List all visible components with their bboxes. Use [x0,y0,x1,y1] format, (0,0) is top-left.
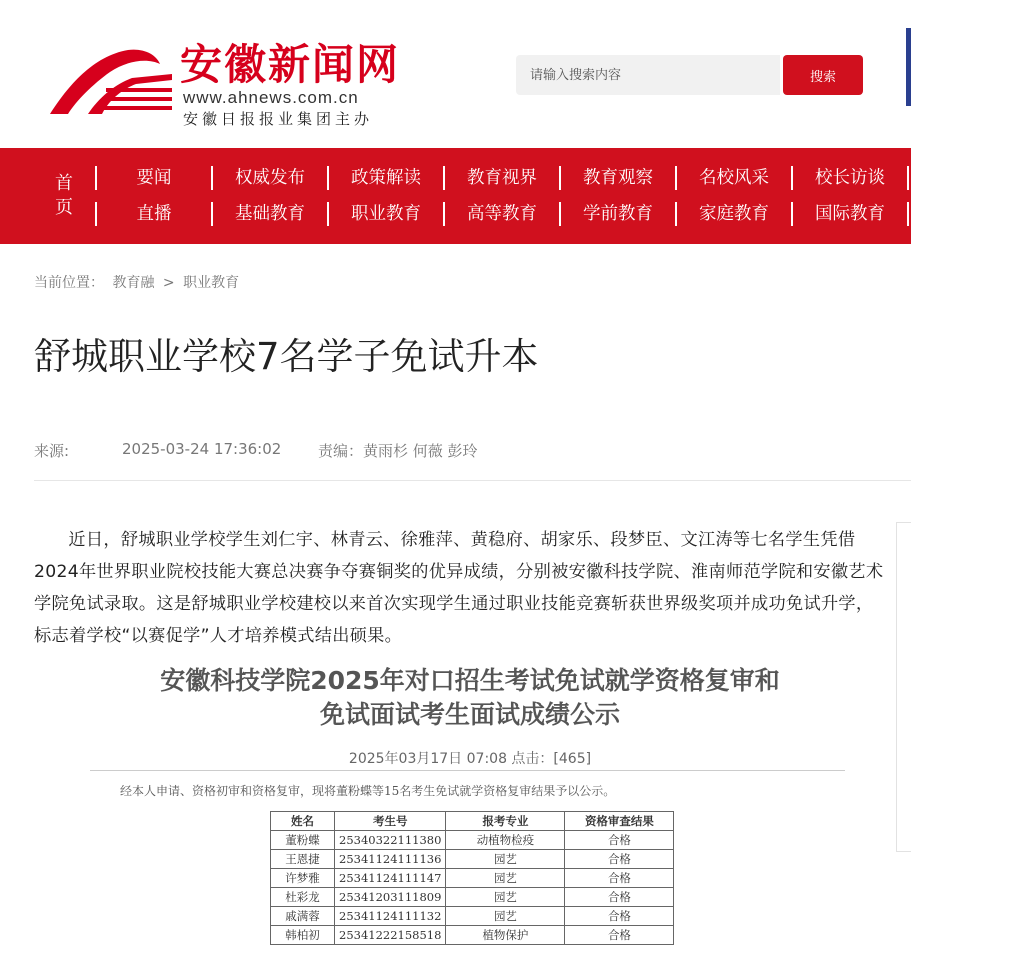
table-cell: 园艺 [446,869,565,888]
source-label: 来源: [34,442,70,460]
table-cell: 戚满蓉 [271,907,335,926]
table-header: 姓名 [271,812,335,831]
table-cell: 合格 [565,869,674,888]
article-image-notice [60,660,880,955]
table-cell: 25341222158518 [335,926,446,945]
nav-item[interactable]: 直播 [95,202,211,226]
page-title: 舒城职业学校7名学子免试升本 [34,335,539,378]
nav-item[interactable]: 政策解读 [327,166,443,190]
table-header: 考生号 [335,812,446,831]
breadcrumb-label: 当前位置： [34,275,104,291]
notice-title-line1: 安徽科技学院2025年对口招生考试免试就学资格复审和 [160,666,780,695]
breadcrumb-link-level2[interactable]: 职业教育 [183,275,240,291]
table-cell: 25341124111147 [335,869,446,888]
meta-divider [34,480,911,481]
site-logo-text[interactable]: 安徽新闻网 [180,40,401,89]
site-header [0,0,911,148]
article-meta [34,440,478,461]
sidebar-edge [896,522,911,852]
table-cell: 合格 [565,926,674,945]
nav-item[interactable]: 权威发布 [211,166,327,190]
site-subtitle: 安徽日报报业集团主办 [183,110,374,128]
table-header: 资格审查结果 [565,812,674,831]
nav-row-2 [95,196,1023,232]
nav-item[interactable]: 高等教育 [443,202,559,226]
table-cell: 25341124111132 [335,907,446,926]
nav-item[interactable]: 教育视界 [443,166,559,190]
nav-item[interactable]: 名 [907,166,1023,190]
editor-credit: 责编：黄雨杉 何薇 彭玲 [318,442,478,460]
table-cell: 王恩捷 [271,850,335,869]
publish-date: 2025-03-24 17:36:02 [122,440,282,458]
nav-home[interactable]: 首页 [55,173,73,218]
table-cell: 合格 [565,850,674,869]
table-cell: 25340322111380 [335,831,446,850]
search-button[interactable]: 搜索 [783,55,863,95]
nav-item[interactable]: 要闻 [95,166,211,190]
nav-item[interactable]: 校长访谈 [791,166,907,190]
table-cell: 25341203111809 [335,888,446,907]
table-cell: 韩柏初 [271,926,335,945]
notice-intro: 经本人申请、资格初审和资格复审，现将董粉蝶等15名考生免试就学资格复审结果予以公示。 [120,784,616,798]
nav-item[interactable]: 国际教育 [791,202,907,226]
nav-item[interactable]: 家庭教育 [675,202,791,226]
edge-banner [906,28,911,106]
table-cell: 园艺 [446,888,565,907]
nav-item[interactable]: 教 [907,202,1023,226]
table-row [271,926,674,945]
table-row [271,869,674,888]
breadcrumb-link-level1[interactable]: 教育融 [112,275,155,291]
table-row [271,907,674,926]
table-cell: 园艺 [446,907,565,926]
table-row [271,888,674,907]
table-cell: 合格 [565,831,674,850]
breadcrumb-separator: > [162,275,175,291]
table-cell: 杜彩龙 [271,888,335,907]
nav-item[interactable]: 学前教育 [559,202,675,226]
results-table [270,811,674,945]
notice-title-line2: 免试面试考生面试成绩公示 [319,700,620,729]
table-cell: 合格 [565,907,674,926]
table-header-row [271,812,674,831]
table-header: 报考专业 [446,812,565,831]
table-row [271,850,674,869]
article-paragraph: 近日，舒城职业学校学生刘仁宇、林青云、徐雅萍、黄稳府、胡家乐、段梦臣、文江涛等七名学生凭借2024年世界职业院校技能大赛总决赛争夺赛铜奖的优异成绩，分别被安徽科技学院、淮南师范学院和安徽艺术学院免试录取。这是舒城职业学校建校以来首次实现学生通过职业技能竞赛斩获世界级奖项并成功免试升学，标志着学校“以赛促学”人才培养模式结出硕果。 [34,530,884,646]
nav-item[interactable]: 教育观察 [559,166,675,190]
notice-title [60,664,880,732]
main-nav [0,148,975,244]
nav-item[interactable]: 职业教育 [327,202,443,226]
table-row [271,831,674,850]
nav-item[interactable]: 基础教育 [211,202,327,226]
table-cell: 董粉蝶 [271,831,335,850]
table-cell: 动植物检疫 [446,831,565,850]
nav-item[interactable]: 名校风采 [675,166,791,190]
ahnews-logo-icon[interactable] [48,46,172,116]
table-cell: 植物保护 [446,926,565,945]
site-url: www.ahnews.com.cn [183,88,359,107]
nav-row-1 [95,160,1023,196]
search-input[interactable] [516,55,780,95]
notice-date: 2025年03月17日 07:08 点击：[465] [348,751,592,767]
breadcrumb [34,272,243,292]
table-cell: 25341124111136 [335,850,446,869]
table-cell: 园艺 [446,850,565,869]
table-cell: 许梦雅 [271,869,335,888]
notice-divider [90,770,845,771]
table-cell: 合格 [565,888,674,907]
